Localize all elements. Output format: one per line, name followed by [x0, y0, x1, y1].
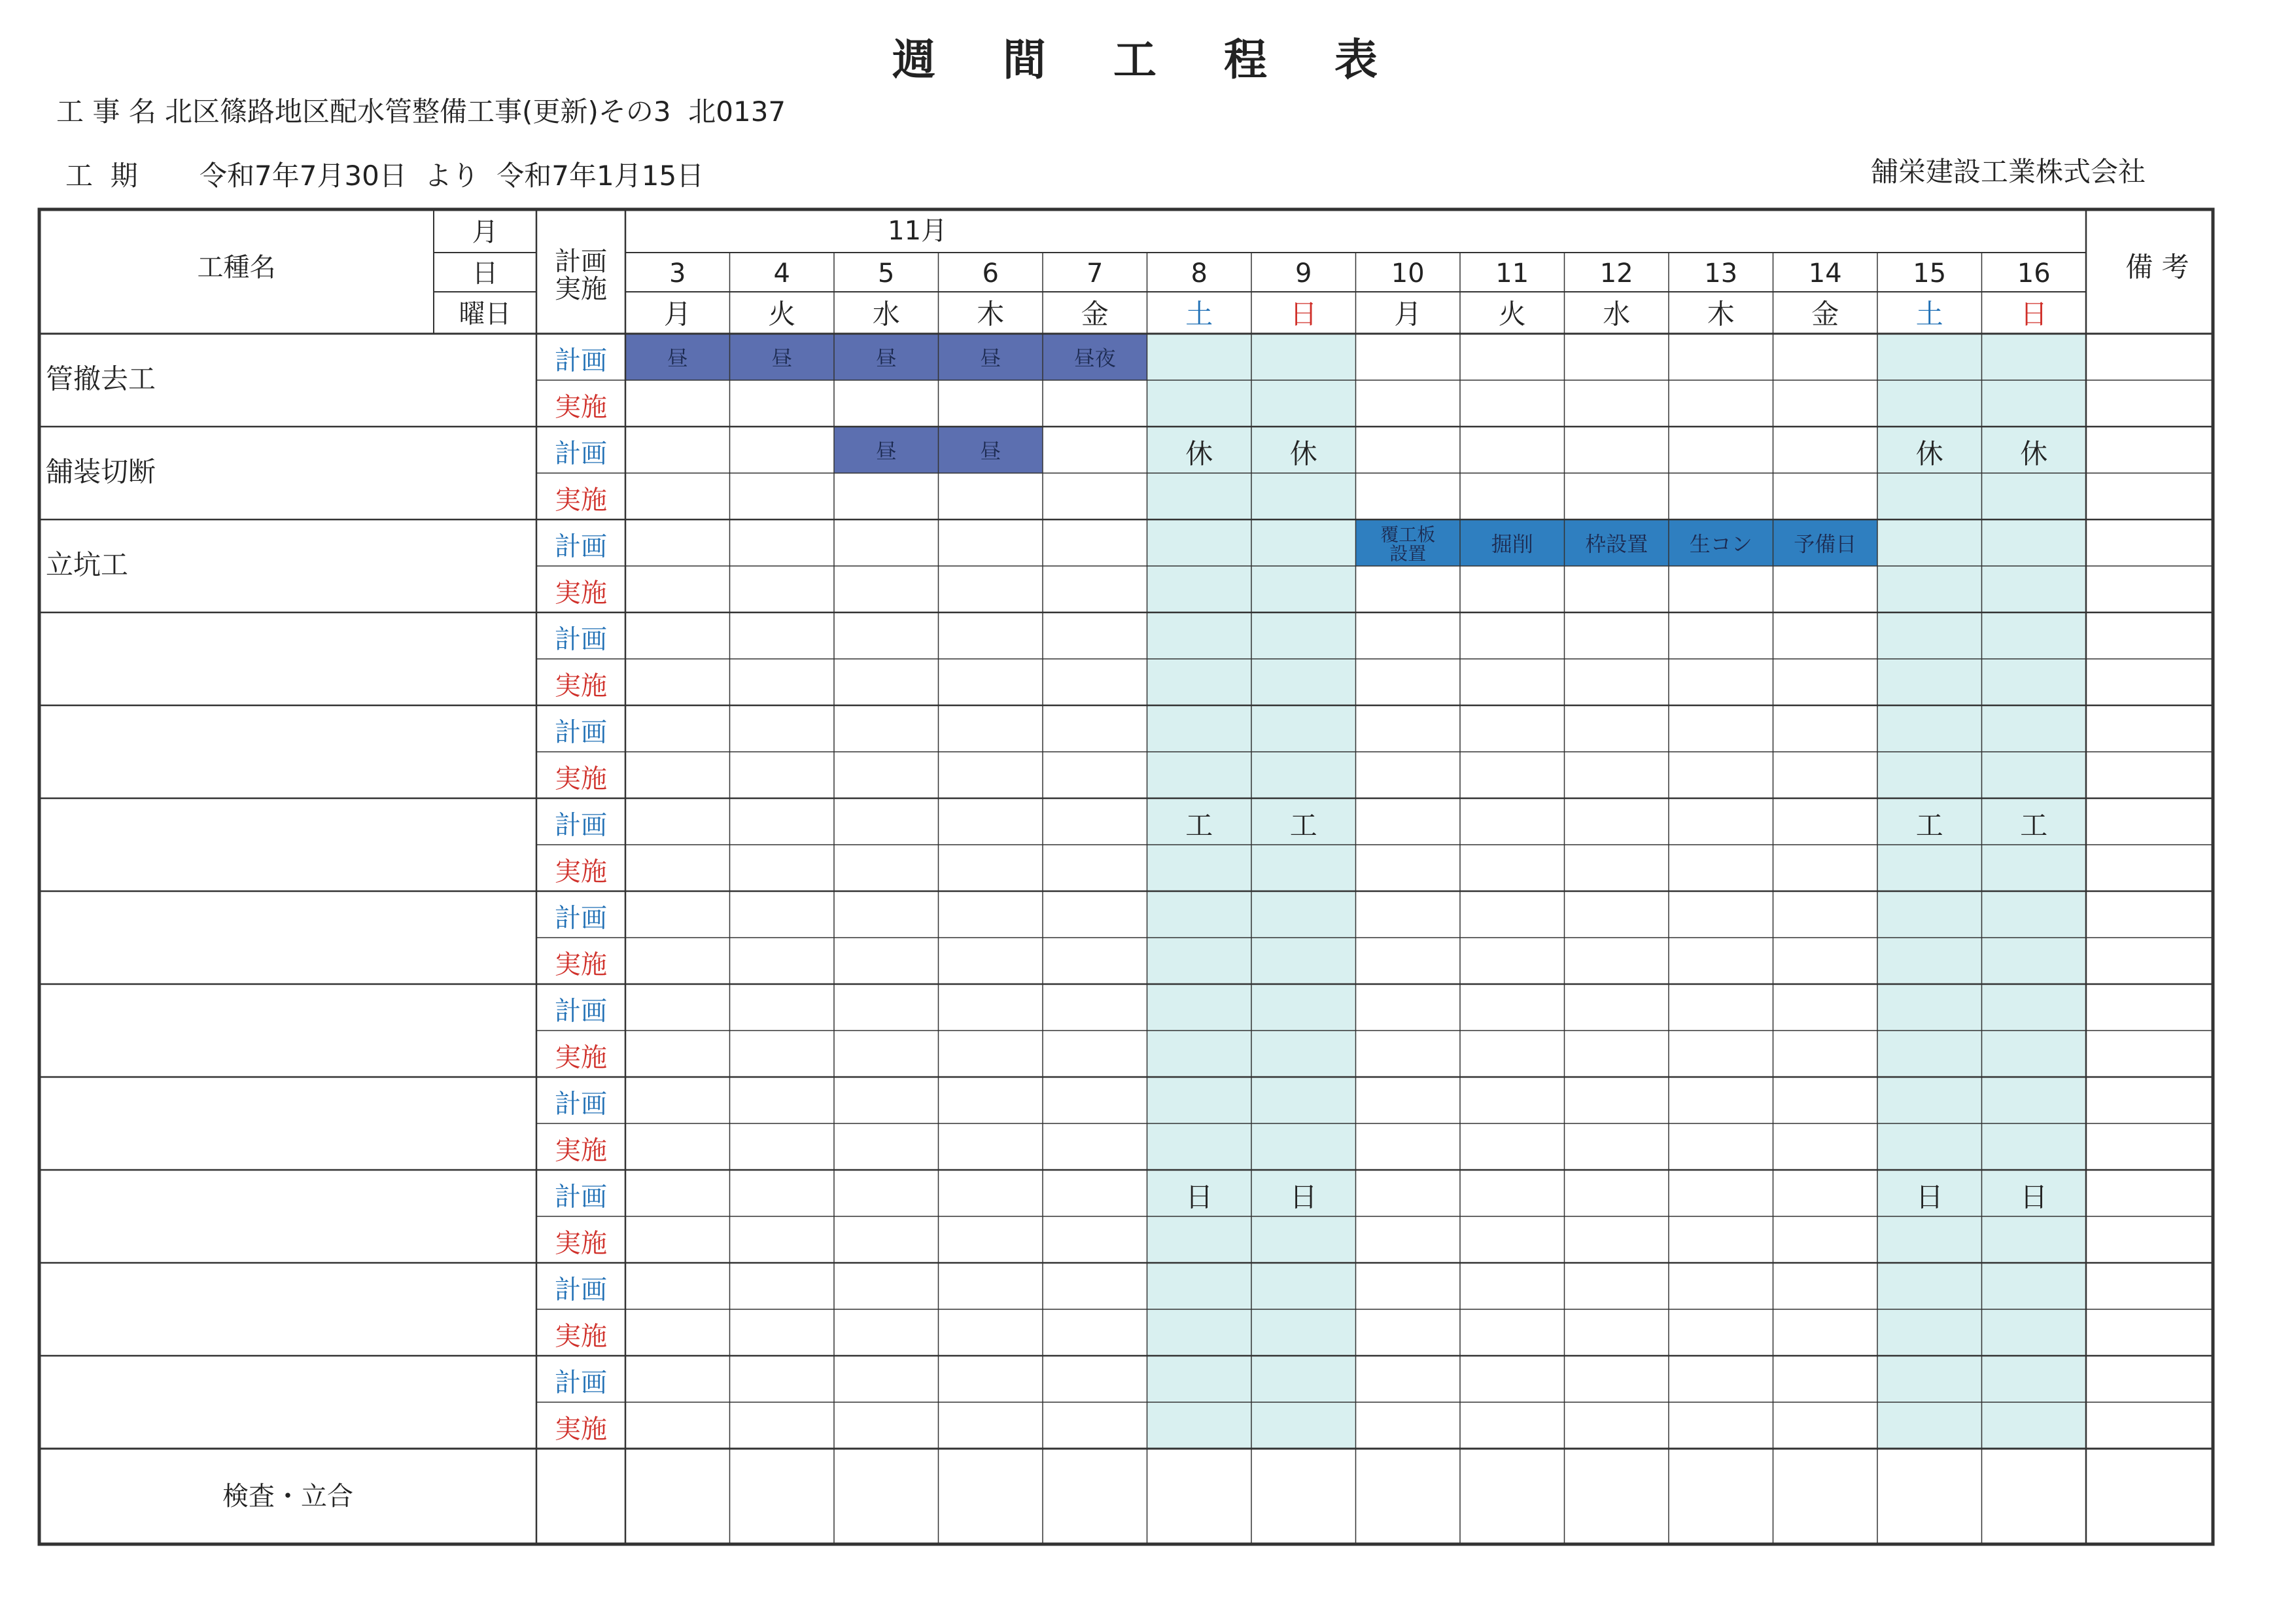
holiday-mark: 工: [2020, 809, 2048, 841]
day-date: 3: [669, 258, 686, 289]
day-weekday: 金: [1811, 298, 1839, 330]
actual-label: 実施: [555, 949, 607, 980]
schedule-bar-label: 昼: [875, 345, 897, 371]
schedule-bar-label: 昼夜: [1073, 345, 1116, 371]
day-weekday: 月: [663, 298, 691, 330]
plan-label: 計画: [555, 810, 607, 841]
schedule-bar-label: 生コン: [1689, 531, 1752, 557]
actual-label: 実施: [555, 578, 607, 609]
header-day-label: 日: [472, 258, 498, 289]
actual-label: 実施: [555, 1321, 607, 1352]
actual-label: 実施: [555, 856, 607, 887]
task-name: 舗装切断: [46, 455, 156, 488]
day-weekday: 日: [1289, 298, 1317, 330]
plan-label: 計画: [555, 996, 607, 1027]
header-weekday-label: 曜日: [459, 299, 512, 329]
plan-label: 計画: [555, 1275, 607, 1305]
actual-label: 実施: [555, 485, 607, 516]
holiday-mark: 休: [1289, 438, 1317, 470]
holiday-mark: 日: [1289, 1181, 1317, 1213]
schedule-bar-label: 昼: [875, 438, 897, 464]
holiday-mark: 日: [1915, 1181, 1943, 1213]
actual-label: 実施: [555, 671, 607, 701]
company-name: 舗栄建設工業株式会社: [1871, 156, 2146, 188]
plan-label: 計画: [555, 438, 607, 469]
day-date: 9: [1295, 258, 1312, 289]
schedule-bar-label: 覆工板: [1380, 523, 1436, 546]
actual-label: 実施: [555, 1414, 607, 1445]
plan-label: 計画: [555, 345, 607, 376]
actual-label: 実施: [555, 1135, 607, 1166]
holiday-mark: 休: [1915, 438, 1943, 470]
holiday-mark: 工: [1185, 809, 1213, 841]
header-month: 11月: [888, 216, 948, 246]
task-name: 管撤去工: [46, 362, 156, 395]
day-weekday: 月: [1394, 298, 1422, 330]
header-plan-actual: 計画: [555, 247, 607, 277]
plan-label: 計画: [555, 1089, 607, 1120]
day-date: 13: [1704, 258, 1738, 289]
schedule-bar-label: 掘削: [1491, 531, 1533, 557]
header-remarks: 備 考: [2125, 251, 2189, 283]
schedule-bar-label: 昼: [667, 345, 688, 371]
holiday-mark: 工: [1915, 809, 1943, 841]
day-weekday: 火: [768, 298, 796, 330]
header-month-label: 月: [472, 217, 498, 247]
day-weekday: 日: [2020, 298, 2048, 330]
day-date: 7: [1087, 258, 1104, 289]
actual-label: 実施: [555, 1228, 607, 1259]
holiday-mark: 休: [2020, 438, 2048, 470]
day-weekday: 土: [1915, 298, 1943, 330]
day-date: 15: [1913, 258, 1947, 289]
header-work-type: 工種名: [197, 253, 276, 283]
day-date: 5: [878, 258, 895, 289]
day-weekday: 土: [1185, 298, 1213, 330]
schedule-bar-label: 昼: [980, 345, 1001, 371]
holiday-mark: 日: [1185, 1181, 1213, 1213]
day-date: 12: [1599, 258, 1633, 289]
day-date: 11: [1495, 258, 1529, 289]
holiday-mark: 日: [2020, 1181, 2048, 1213]
actual-label: 実施: [555, 392, 607, 423]
schedule-bar-label: 枠設置: [1585, 531, 1648, 557]
plan-label: 計画: [555, 1368, 607, 1398]
task-name: 立坑工: [46, 548, 129, 581]
plan-label: 計画: [555, 717, 607, 748]
day-weekday: 木: [1707, 298, 1735, 330]
period-text: 令和7年7月30日 より 令和7年1月15日: [200, 160, 704, 192]
holiday-mark: 休: [1185, 438, 1213, 470]
plan-label: 計画: [555, 903, 607, 934]
plan-label: 計画: [555, 624, 607, 655]
day-date: 4: [773, 258, 790, 289]
period-label: 工 期: [65, 160, 138, 192]
schedule-bar-label: 設置: [1389, 542, 1427, 565]
inspection-label: 検査・立合: [222, 1481, 353, 1511]
holiday-mark: 工: [1289, 809, 1317, 841]
day-date: 16: [2017, 258, 2051, 289]
day-weekday: 金: [1081, 298, 1109, 330]
header-plan-actual: 実施: [555, 274, 607, 304]
plan-label: 計画: [555, 531, 607, 562]
schedule-bar-label: 予備日: [1794, 531, 1857, 557]
day-date: 8: [1191, 258, 1208, 289]
schedule-bar-label: 昼: [980, 438, 1001, 464]
day-weekday: 木: [977, 298, 1005, 330]
actual-label: 実施: [555, 764, 607, 794]
day-weekday: 火: [1498, 298, 1526, 330]
day-date: 14: [1808, 258, 1842, 289]
day-date: 6: [982, 258, 999, 289]
day-weekday: 水: [1603, 298, 1631, 330]
day-weekday: 水: [872, 298, 900, 330]
actual-label: 実施: [555, 1042, 607, 1073]
project-name: 工 事 名 北区篠路地区配水管整備工事(更新)その3 北0137: [56, 96, 786, 128]
schedule-bar-label: 昼: [771, 345, 793, 371]
day-date: 10: [1391, 258, 1425, 289]
plan-label: 計画: [555, 1182, 607, 1212]
page-title: 週 間 工 程 表: [892, 35, 1404, 85]
